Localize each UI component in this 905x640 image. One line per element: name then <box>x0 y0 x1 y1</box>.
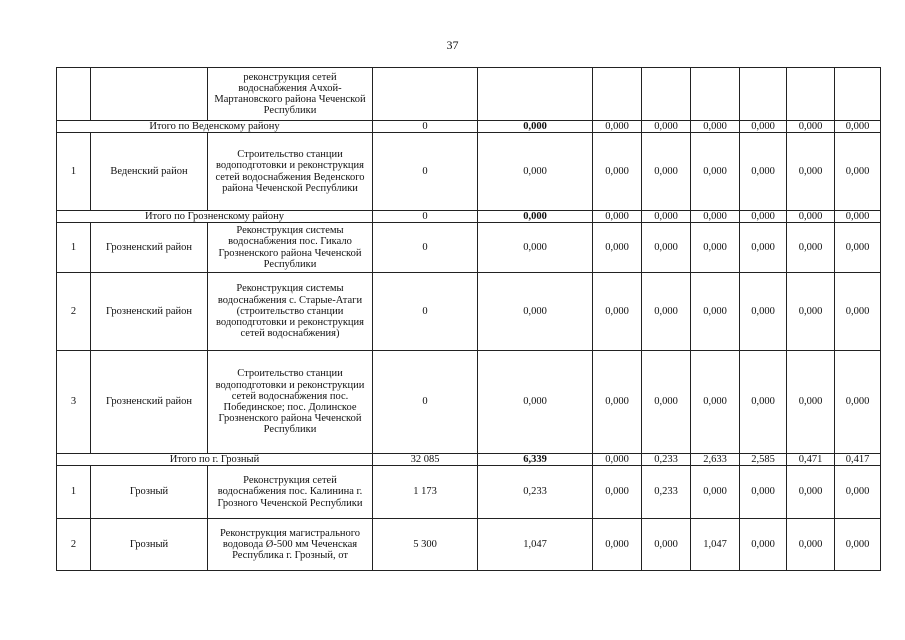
value-cell: 0,000 <box>593 519 642 571</box>
value-cell: 0,000 <box>787 273 835 351</box>
value-cell: 6,339 <box>478 454 593 466</box>
value-cell: 0,000 <box>642 133 691 211</box>
value-cell <box>691 68 740 121</box>
value-cell: 1,047 <box>691 519 740 571</box>
value-cell: 1 173 <box>373 466 478 519</box>
value-cell: 0 <box>373 133 478 211</box>
value-cell: 2,633 <box>691 454 740 466</box>
row-number-cell: 1 <box>57 223 91 273</box>
value-cell <box>642 68 691 121</box>
value-cell: 0,000 <box>593 351 642 454</box>
value-cell: 0,000 <box>835 223 881 273</box>
value-cell: 0,417 <box>835 454 881 466</box>
page-number: 37 <box>446 38 459 52</box>
value-cell: 32 085 <box>373 454 478 466</box>
row-number-cell: 1 <box>57 466 91 519</box>
value-cell: 0,000 <box>787 519 835 571</box>
district-cell <box>91 68 208 121</box>
subtotal-label: Итого по Грозненскому району <box>57 211 373 223</box>
district-cell: Грозненский район <box>91 351 208 454</box>
value-cell: 0,000 <box>835 133 881 211</box>
description-cell: Строительство станции водоподготовки и реконструкции сетей водоснабжения пос. Побединское; пос. Долинское Грозненского района Чеченской Республики <box>208 351 373 454</box>
value-cell: 0,000 <box>642 223 691 273</box>
value-cell: 0 <box>373 211 478 223</box>
value-cell: 0,000 <box>593 454 642 466</box>
subtotal-row <box>57 454 881 466</box>
value-cell: 0,000 <box>787 351 835 454</box>
value-cell: 0,000 <box>835 273 881 351</box>
value-cell: 0,000 <box>691 351 740 454</box>
district-cell: Веденский район <box>91 133 208 211</box>
value-cell: 0,000 <box>478 351 593 454</box>
value-cell: 0,000 <box>740 351 787 454</box>
value-cell: 0,000 <box>691 133 740 211</box>
value-cell: 0,000 <box>740 133 787 211</box>
value-cell: 0,000 <box>835 121 881 133</box>
value-cell: 0,000 <box>478 211 593 223</box>
value-cell: 0,000 <box>787 223 835 273</box>
table-row <box>57 68 881 121</box>
value-cell: 0 <box>373 121 478 133</box>
value-cell: 0,000 <box>787 121 835 133</box>
subtotal-row <box>57 121 881 133</box>
value-cell: 2,585 <box>740 454 787 466</box>
value-cell: 0,000 <box>787 466 835 519</box>
subtotal-label: Итого по г. Грозный <box>57 454 373 466</box>
value-cell: 0,233 <box>642 466 691 519</box>
description-cell: Реконструкция системы водоснабжения с. Старые-Атаги (строительство станции водоподготовки и реконструкция сетей водоснабжения) <box>208 273 373 351</box>
row-number-cell: 3 <box>57 351 91 454</box>
value-cell: 0,000 <box>835 519 881 571</box>
table-row <box>57 273 881 351</box>
description-cell: Строительство станции водоподготовки и реконструкция сетей водоснабжения Веденского района Чеченской Республики <box>208 133 373 211</box>
value-cell: 0,000 <box>478 223 593 273</box>
value-cell: 0,000 <box>835 351 881 454</box>
value-cell <box>835 68 881 121</box>
value-cell: 0,000 <box>740 211 787 223</box>
value-cell: 0,000 <box>835 466 881 519</box>
description-cell: Реконструкция магистрального водовода Ø-500 мм Чеченская Республика г. Грозный, от <box>208 519 373 571</box>
value-cell: 0,000 <box>740 121 787 133</box>
value-cell: 0,000 <box>691 273 740 351</box>
value-cell: 0 <box>373 273 478 351</box>
district-cell: Грозненский район <box>91 223 208 273</box>
value-cell: 0,000 <box>593 223 642 273</box>
value-cell: 0,000 <box>835 211 881 223</box>
value-cell: 0,471 <box>787 454 835 466</box>
value-cell <box>787 68 835 121</box>
district-cell: Грозный <box>91 519 208 571</box>
value-cell: 0,000 <box>593 211 642 223</box>
district-cell: Грозный <box>91 466 208 519</box>
value-cell: 0,000 <box>740 223 787 273</box>
value-cell: 0 <box>373 351 478 454</box>
row-number-cell: 2 <box>57 273 91 351</box>
value-cell: 0,000 <box>740 273 787 351</box>
value-cell: 0,000 <box>478 133 593 211</box>
value-cell: 0,000 <box>478 121 593 133</box>
table-row <box>57 519 881 571</box>
investment-table <box>56 67 881 571</box>
value-cell: 1,047 <box>478 519 593 571</box>
value-cell <box>478 68 593 121</box>
value-cell: 0,000 <box>593 121 642 133</box>
district-cell: Грозненский район <box>91 273 208 351</box>
value-cell: 0,233 <box>642 454 691 466</box>
value-cell: 0,000 <box>691 223 740 273</box>
value-cell: 0,000 <box>642 121 691 133</box>
value-cell: 0,000 <box>787 133 835 211</box>
value-cell: 0,000 <box>691 466 740 519</box>
subtotal-label: Итого по Веденскому району <box>57 121 373 133</box>
subtotal-row <box>57 211 881 223</box>
row-number-cell: 2 <box>57 519 91 571</box>
value-cell: 0,000 <box>642 273 691 351</box>
description-cell: реконструкция сетей водоснабжения Ачхой-Мартановского района Чеченской Республики <box>208 68 373 121</box>
value-cell: 0,000 <box>642 351 691 454</box>
value-cell <box>740 68 787 121</box>
value-cell: 0,000 <box>691 211 740 223</box>
value-cell: 0,000 <box>593 466 642 519</box>
table-row <box>57 466 881 519</box>
value-cell: 0,000 <box>740 466 787 519</box>
row-number-cell <box>57 68 91 121</box>
value-cell: 0,000 <box>642 519 691 571</box>
description-cell: Реконструкция сетей водоснабжения пос. Калинина г. Грозного Чеченской Республики <box>208 466 373 519</box>
table-row <box>57 351 881 454</box>
value-cell: 0,233 <box>478 466 593 519</box>
value-cell: 0,000 <box>593 133 642 211</box>
value-cell: 5 300 <box>373 519 478 571</box>
value-cell: 0 <box>373 223 478 273</box>
value-cell: 0,000 <box>740 519 787 571</box>
description-cell: Реконструкция системы водоснабжения пос. Гикало Грозненского района Чеченской Республики <box>208 223 373 273</box>
value-cell: 0,000 <box>787 211 835 223</box>
table-row <box>57 133 881 211</box>
value-cell: 0,000 <box>642 211 691 223</box>
value-cell <box>593 68 642 121</box>
value-cell: 0,000 <box>691 121 740 133</box>
value-cell: 0,000 <box>478 273 593 351</box>
table-row <box>57 223 881 273</box>
value-cell <box>373 68 478 121</box>
value-cell: 0,000 <box>593 273 642 351</box>
row-number-cell: 1 <box>57 133 91 211</box>
